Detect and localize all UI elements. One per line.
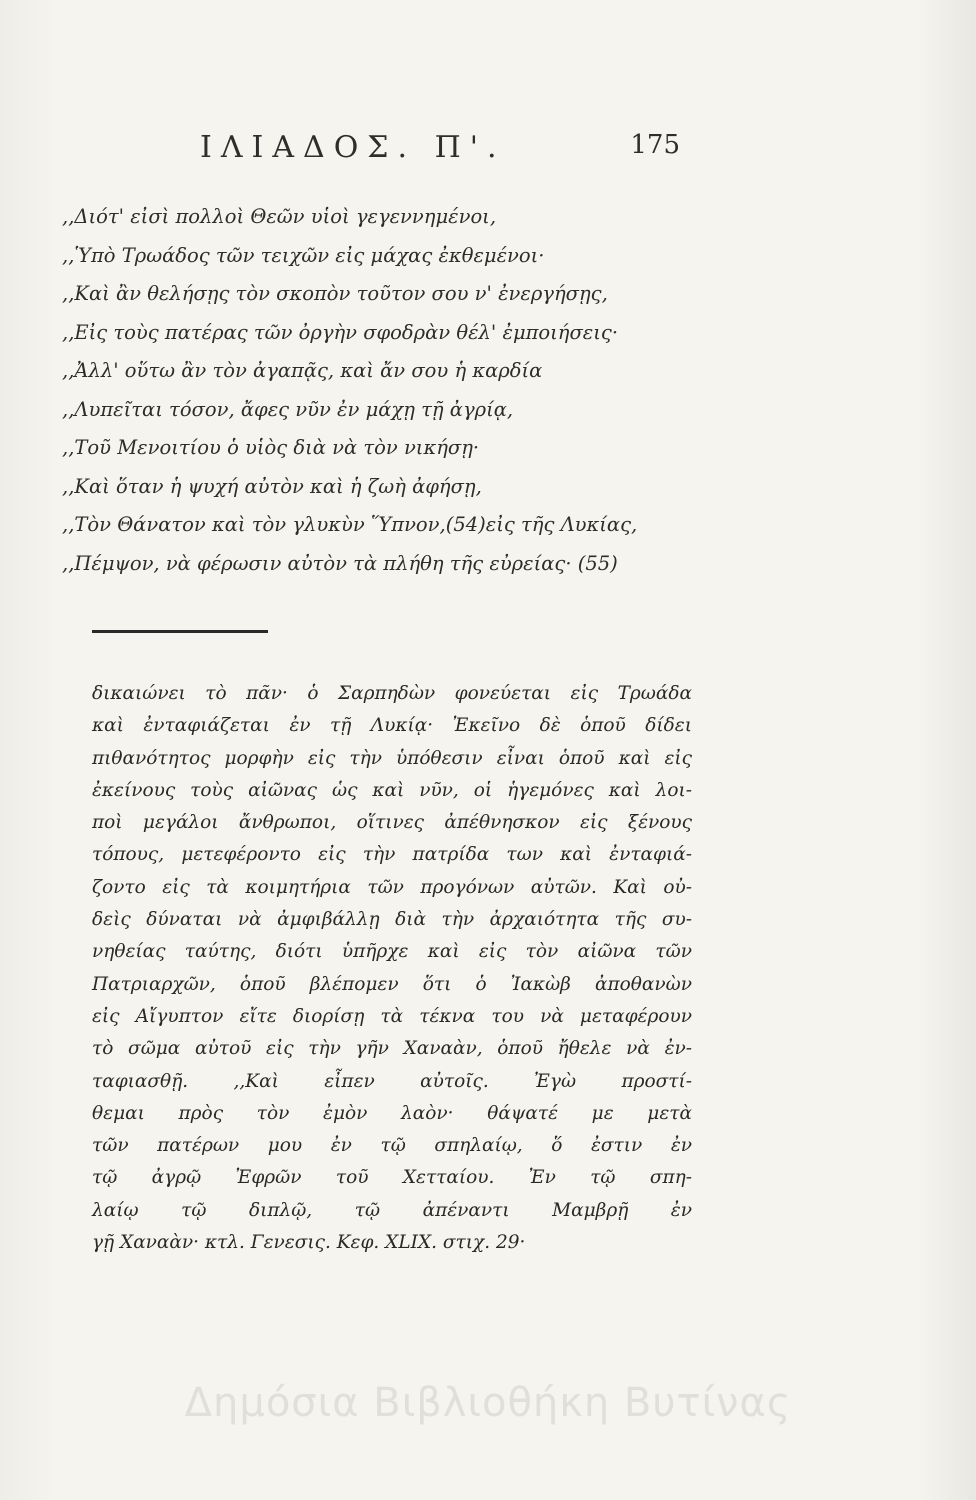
footnote-line: λαίῳ τῷ διπλῷ, τῷ ἀπέναντι Μαμβρῇ ἐν — [92, 1199, 692, 1221]
footnote-line: εἰς Αἴγυπτον εἴτε διορίσῃ τὰ τέκνα του νὰ μεταφέρουν — [92, 1005, 692, 1027]
verse-line: ,,Τὸν Θάνατον καὶ τὸν γλυκὺν Ὕπνον,(54)εἰς τῆς Λυκίας, — [62, 513, 638, 536]
footnote-line: Πατριαρχῶν, ὁποῦ βλέπομεν ὅτι ὁ Ἰακὼβ ἀποθανὼν — [92, 973, 692, 995]
library-watermark: Δημόσια Βιβλιοθήκη Βυτίνας — [184, 1380, 792, 1426]
footnote-line: δεὶς δύναται νὰ ἀμφιβάλλῃ διὰ τὴν ἀρχαιότητα τῆς συ- — [92, 909, 692, 931]
page-header — [200, 130, 680, 170]
verse-line: ,,Πέμψον, νὰ φέρωσιν αὐτὸν τὰ πλήθη τῆς εὐρείας· (55) — [62, 551, 618, 575]
verse-line: ,,Καὶ ἂν θελήσῃς τὸν σκοπὸν τοῦτον σου ν' ἐνεργήσῃς, — [62, 282, 608, 305]
footnote-block — [92, 678, 692, 1259]
footnote-line: πιθανότητος μορφὴν εἰς τὴν ὑπόθεσιν εἶναι ὁποῦ καὶ εἰς — [92, 747, 692, 769]
footnote-line: ἐκείνους τοὺς αἰῶνας ὡς καὶ νῦν, οἱ ἡγεμόνες καὶ λοι- — [92, 779, 692, 801]
verse-line: ,,Λυπεῖται τόσον, ἄφες νῦν ἐν μάχῃ τῇ ἀγρίᾳ, — [62, 397, 514, 421]
footnote-line: ζοντο εἰς τὰ κοιμητήρια τῶν προγόνων αὐτῶν. Καὶ οὐ- — [92, 876, 692, 898]
footnote-line: δικαιώνει τὸ πᾶν· ὁ Σαρπηδὼν φονεύεται εἰς Τρωάδα — [92, 683, 692, 704]
footnote-line: τόπους, μετεφέροντο εἰς τὴν πατρίδα των καὶ ἐνταφιά- — [92, 844, 692, 866]
verse-line: ,,Διότ' εἰσὶ πολλοὶ Θεῶν υἱοὶ γεγεννημένοι, — [62, 205, 497, 228]
footnote-line: ποὶ μεγάλοι ἄνθρωποι, οἵτινες ἀπέθνησκον εἰς ξένους — [92, 812, 692, 834]
page-number: 175 — [630, 130, 680, 160]
footnote-line: καὶ ἐνταφιάζεται ἐν τῇ Λυκίᾳ· Ἐκεῖνο δὲ ὁποῦ δίδει — [92, 715, 692, 737]
footnote-line: τὸ σῶμα αὐτοῦ εἰς τὴν γῆν Χαναὰν, ὁποῦ ἤθελε νὰ ἐν- — [92, 1038, 692, 1060]
verse-line: ,,Τοῦ Μενοιτίου ὁ υἱὸς διὰ νὰ τὸν νικήσῃ· — [62, 436, 480, 459]
footnote-separator — [92, 630, 268, 633]
footnote-line: θεμαι πρὸς τὸν ἐμὸν λαὸν· θάψατέ με μετὰ — [92, 1102, 692, 1124]
verse-block — [62, 198, 702, 583]
verse-line: ,,Ἀλλ' οὕτω ἂν τὸν ἀγαπᾷς, καὶ ἄν σου ἡ καρδία — [62, 359, 543, 382]
verse-line: ,,Ὑπὸ Τρωάδος τῶν τειχῶν εἰς μάχας ἐκθεμένοι· — [62, 243, 545, 267]
running-title: ΙΛΙΑΔΟΣ. Π'. — [200, 130, 506, 165]
footnote-line: τῶν πατέρων μου ἐν τῷ σπηλαίῳ, ὅ ἐστιν ἐν — [92, 1135, 692, 1157]
footnote-line: γῇ Χαναὰν· κτλ. Γενεσις. Κεφ. XLIX. στιχ. 29· — [92, 1232, 526, 1254]
footnote-line: ταφιασθῇ. ,,Καὶ εἶπεν αὐτοῖς. Ἐγὼ προστί- — [92, 1070, 692, 1092]
verse-line: ,,Εἰς τοὺς πατέρας τῶν ὀργὴν σφοδρὰν θέλ' ἐμποιήσεις· — [62, 320, 619, 344]
footnote-line: τῷ ἀγρῷ Ἐφρῶν τοῦ Χετταίου. Ἐν τῷ σπη- — [92, 1167, 692, 1189]
verse-line: ,,Καὶ ὅταν ἡ ψυχή αὐτὸν καὶ ἡ ζωὴ ἀφήσῃ, — [62, 474, 482, 498]
footnote-line: νηθείας ταύτης, διότι ὑπῆρχε καὶ εἰς τὸν αἰῶνα τῶν — [92, 941, 692, 963]
